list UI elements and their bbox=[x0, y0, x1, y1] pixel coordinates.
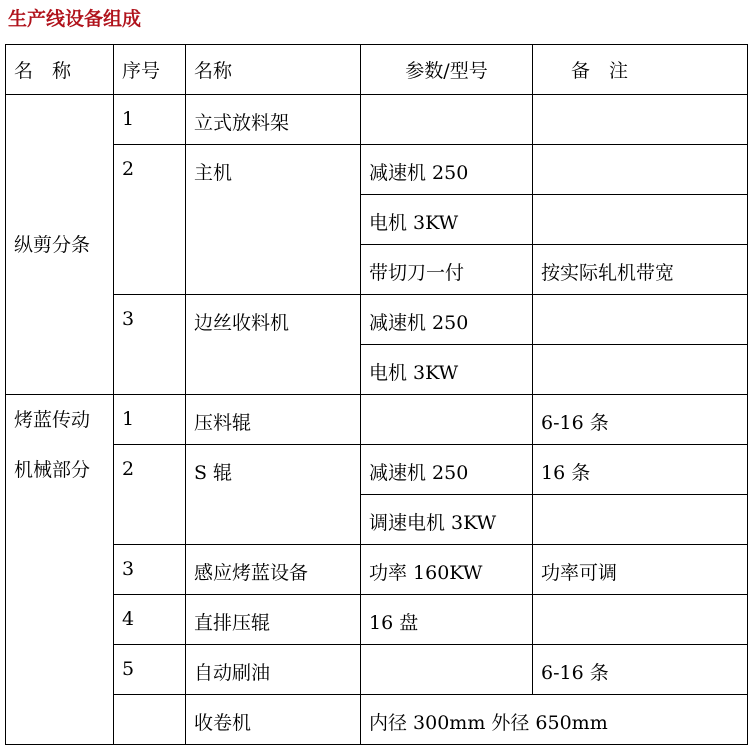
param-cell: 减速机 250 bbox=[361, 445, 533, 495]
remark-cell bbox=[533, 195, 748, 245]
name-cell: 边丝收料机 bbox=[186, 295, 361, 395]
name-cell: 感应烤蓝设备 bbox=[186, 545, 361, 595]
header-remark: 备 注 bbox=[533, 45, 748, 95]
param-cell bbox=[361, 645, 533, 695]
category-cell bbox=[6, 395, 114, 745]
remark-cell bbox=[533, 295, 748, 345]
seq-cell: 2 bbox=[114, 445, 186, 545]
table-row bbox=[6, 395, 748, 445]
param-cell: 16 盘 bbox=[361, 595, 533, 645]
param-cell: 功率 160KW bbox=[361, 545, 533, 595]
table-row bbox=[6, 695, 748, 745]
name-cell: S 辊 bbox=[186, 445, 361, 545]
table-row bbox=[6, 95, 748, 145]
param-cell: 调速电机 3KW bbox=[361, 495, 533, 545]
remark-cell: 6-16 条 bbox=[533, 645, 748, 695]
remark-cell: 6-16 条 bbox=[533, 395, 748, 445]
remark-cell bbox=[533, 595, 748, 645]
category-cell bbox=[6, 95, 114, 395]
seq-cell: 4 bbox=[114, 595, 186, 645]
param-cell: 减速机 250 bbox=[361, 295, 533, 345]
seq-cell bbox=[114, 695, 186, 745]
table-row bbox=[6, 645, 748, 695]
remark-cell bbox=[533, 345, 748, 395]
remark-cell: 16 条 bbox=[533, 445, 748, 495]
seq-cell: 5 bbox=[114, 645, 186, 695]
category-label: 纵剪分条 bbox=[14, 233, 91, 256]
header-seq: 序号 bbox=[114, 45, 186, 95]
name-cell: 压料辊 bbox=[186, 395, 361, 445]
name-cell: 收卷机 bbox=[186, 695, 361, 745]
param-cell: 电机 3KW bbox=[361, 345, 533, 395]
table-header-row bbox=[6, 45, 748, 95]
seq-cell: 3 bbox=[114, 545, 186, 595]
name-cell: 立式放料架 bbox=[186, 95, 361, 145]
page-title: 生产线设备组成 bbox=[8, 8, 142, 30]
remark-cell: 功率可调 bbox=[533, 545, 748, 595]
header-name: 名称 bbox=[186, 45, 361, 95]
category-label-line2: 机械部分 bbox=[14, 459, 91, 481]
seq-cell: 1 bbox=[114, 95, 186, 145]
table-row bbox=[6, 295, 748, 345]
name-cell: 自动刷油 bbox=[186, 645, 361, 695]
seq-cell: 3 bbox=[114, 295, 186, 395]
table-row bbox=[6, 445, 748, 495]
param-cell: 带切刀一付 bbox=[361, 245, 533, 295]
header-category: 名 称 bbox=[6, 45, 114, 95]
param-cell: 电机 3KW bbox=[361, 195, 533, 245]
category-label-line1: 烤蓝传动 bbox=[14, 409, 91, 431]
header-param: 参数/型号 bbox=[361, 45, 533, 95]
remark-cell bbox=[533, 495, 748, 545]
param-cell bbox=[361, 395, 533, 445]
seq-cell: 1 bbox=[114, 395, 186, 445]
remark-cell bbox=[533, 145, 748, 195]
remark-cell: 按实际轧机带宽 bbox=[533, 245, 748, 295]
seq-cell: 2 bbox=[114, 145, 186, 295]
name-cell: 主机 bbox=[186, 145, 361, 295]
table-row bbox=[6, 595, 748, 645]
param-cell: 减速机 250 bbox=[361, 145, 533, 195]
param-cell bbox=[361, 95, 533, 145]
table-row bbox=[6, 145, 748, 195]
equipment-table bbox=[5, 44, 748, 745]
name-cell: 直排压辊 bbox=[186, 595, 361, 645]
remark-cell bbox=[533, 95, 748, 145]
table-row bbox=[6, 545, 748, 595]
param-cell: 内径 300mm 外径 650mm bbox=[361, 695, 748, 745]
